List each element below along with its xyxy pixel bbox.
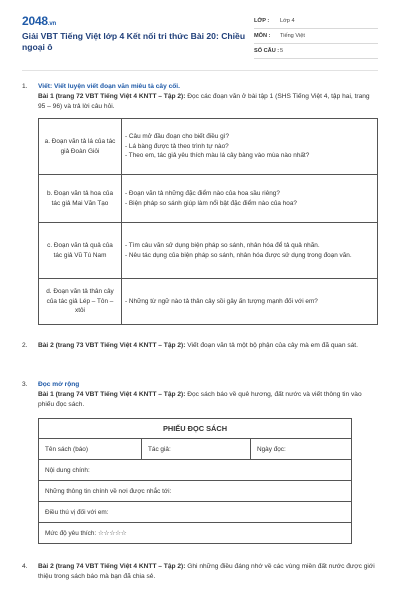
table-row xyxy=(39,119,378,175)
author-field: Tác giả: xyxy=(142,439,251,460)
section-heading: Viết: Viết luyện viết đoạn văn miêu tả cây cối. xyxy=(38,83,180,90)
meta-value: 5 xyxy=(280,48,284,54)
question-number: 1. xyxy=(22,83,28,90)
question-number: 4. xyxy=(22,563,28,570)
question-number: 3. xyxy=(22,381,28,388)
question-number: 2. xyxy=(22,342,28,349)
analysis-table xyxy=(38,118,378,325)
main-content-field: Nội dung chính: xyxy=(39,460,352,481)
table-row xyxy=(39,223,378,279)
site-logo[interactable]: 2048.vn xyxy=(22,14,56,28)
table-row xyxy=(39,439,352,460)
table-row xyxy=(39,523,352,544)
meta-row-subject xyxy=(254,29,378,44)
rating-field: Mức độ yêu thích: ☆☆☆☆☆ xyxy=(39,523,352,544)
interesting-field: Điều thú vị đối với em: xyxy=(39,502,352,523)
book-name-field: Tên sách (báo) xyxy=(39,439,142,460)
table-cell-label: a. Đoạn văn tả lá của tác giả Đoàn Giỏi xyxy=(39,119,122,175)
table-row xyxy=(39,481,352,502)
table-row xyxy=(39,460,352,481)
task-text: Bài 1 (trang 72 VBT Tiếng Việt 4 KNTT – Tập 2): Đọc các đoạn văn ở bài tập 1 (SHS Tiếng Việt 4, tập hai, trang 95 – 96) và trả lời câu hỏi. xyxy=(38,93,370,110)
table-row xyxy=(39,419,352,439)
meta-key: MÔN : xyxy=(254,33,271,39)
table-cell-questions: - Những từ ngữ nào tả thân cây sồi gây ấn tượng mạnh đối với em? xyxy=(122,279,378,325)
task-text: Bài 2 (trang 74 VBT Tiếng Việt 4 KNTT – Tập 2): Ghi những điều đáng nhớ về các vùng miền đất nước được giới thiệu trong sách báo mà bạn đã chia sẻ. xyxy=(38,563,375,580)
meta-row-count xyxy=(254,44,378,59)
meta-row-class xyxy=(254,14,378,29)
table-cell-label: d. Đoạn văn tả thân cây của tác giả Lép – Tôn – xtôi xyxy=(39,279,122,325)
meta-value: Lớp 4 xyxy=(280,18,295,24)
task-text: Bài 2 (trang 73 VBT Tiếng Việt 4 KNTT – Tập 2): Viết đoạn văn tả một bộ phận của cây mà em đã quan sát. xyxy=(38,342,358,349)
table-row xyxy=(39,502,352,523)
task-text: Bài 1 (trang 74 VBT Tiếng Việt 4 KNTT – Tập 2): Đọc sách báo về quê hương, đất nước và viết thông tin vào phiếu đọc sách. xyxy=(38,391,362,408)
table-row xyxy=(39,279,378,325)
table-cell-questions: - Đoạn văn tả những đặc điểm nào của hoa sầu riêng? - Biện pháp so sánh giúp làm nổi bật đặc điểm nào của hoa? xyxy=(122,175,378,223)
reading-card xyxy=(38,418,352,544)
meta-key: LỚP : xyxy=(254,18,270,24)
table-cell-questions: - Tìm câu văn sử dụng biện pháp so sánh, nhân hóa để tả quả nhãn. - Nêu tác dụng của biện pháp so sánh, nhân hóa được sử dụng trong đoạn văn. xyxy=(122,223,378,279)
read-date-field: Ngày đọc: xyxy=(251,439,352,460)
section-heading: Đọc mở rộng xyxy=(38,381,80,388)
table-cell-label: b. Đoạn văn tả hoa của tác giả Mai Văn Tạo xyxy=(39,175,122,223)
meta-value: Tiếng Việt xyxy=(280,33,305,39)
page-header xyxy=(22,14,378,62)
meta-key: SỐ CÂU : xyxy=(254,48,280,54)
meta-table xyxy=(254,14,378,59)
document-title: Giải VBT Tiếng Việt lớp 4 Kết nối tri thức Bài 20: Chiều ngoại ô xyxy=(22,31,246,52)
card-title: PHIẾU ĐỌC SÁCH xyxy=(39,419,352,439)
header-divider xyxy=(22,70,378,71)
table-cell-questions: - Câu mở đầu đoạn cho biết điều gì? - Lá bàng được tả theo trình tự nào? - Theo em, tác giả yêu thích màu lá cây bàng vào mùa nào nhất? xyxy=(122,119,378,175)
key-info-field: Những thông tin chính về nơi được nhắc tới: xyxy=(39,481,352,502)
table-cell-label: c. Đoạn văn tả quả của tác giả Vũ Tú Nam xyxy=(39,223,122,279)
table-row xyxy=(39,175,378,223)
